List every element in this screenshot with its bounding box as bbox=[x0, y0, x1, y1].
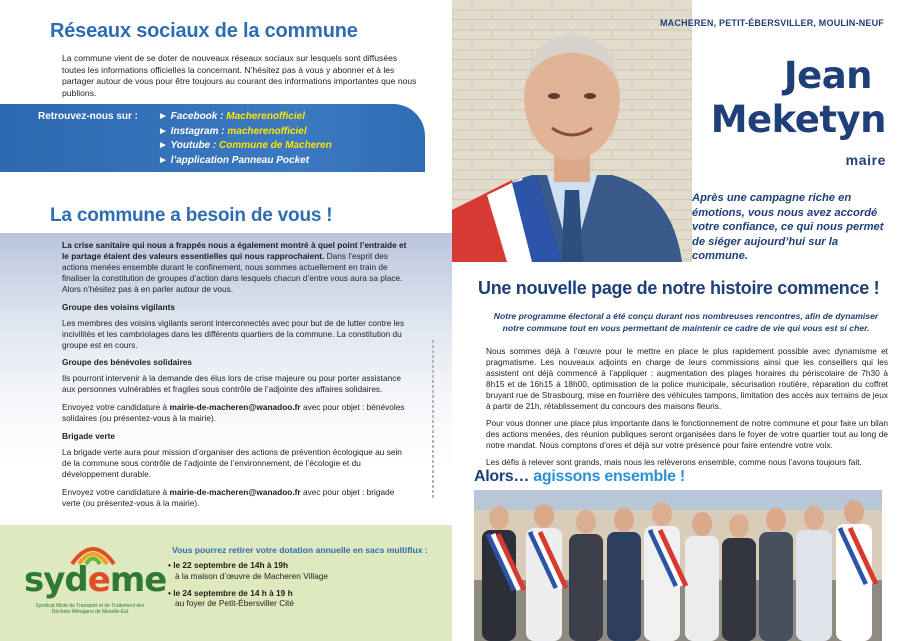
vigilant-neighbours-text: Les membres des voisins vigilants seront interconnectés avec pour but de de lutter contre les incivilités et les cambriolages dans les différents quartiers de la commune. La constitution du groupe est en cours. bbox=[62, 317, 405, 350]
vertical-print-credit bbox=[430, 340, 436, 500]
mayor-portrait-photo bbox=[452, 0, 692, 262]
mayor-role: maire bbox=[845, 152, 886, 168]
instagram-item: ► Instagram : macherenofficiel bbox=[158, 125, 307, 137]
mayor-quote: Après une campagne riche en émotions, vous nous avez accordé votre confiance, ce qui nous permet de siéger aujourd’hui sur la commune. bbox=[692, 192, 884, 263]
distribution-date-item: • le 22 septembre de 14h à 19h à la maison d’œuvre de Macheren Village bbox=[168, 560, 328, 581]
mairie-email-link[interactable]: mairie-de-macheren@wanadoo.fr bbox=[169, 486, 301, 497]
new-chapter-headline: Une nouvelle page de notre histoire commence ! bbox=[478, 278, 880, 298]
green-brigade-title: Brigade verte bbox=[62, 431, 116, 442]
find-us-label: Retrouvez-nous sur : bbox=[38, 111, 139, 122]
council-group-photo bbox=[474, 490, 882, 641]
community-needs-title: La commune a besoin de vous ! bbox=[50, 205, 333, 226]
solidarity-volunteers-text: Ils pourront intervenir à la demande des élus lors de crise majeure ou pour porter assistance aux personnes vulnérables et fragiles sous contrôle de l’adjointe des affaires solidaires. bbox=[62, 373, 401, 395]
vigilant-neighbours-title: Groupe des voisins vigilants bbox=[62, 301, 175, 312]
bag-distribution-title: Vous pourrez retirer votre dotation annuelle en sacs multiflux : bbox=[172, 545, 428, 555]
green-brigade-apply: Envoyez votre candidature à mairie-de-macheren@wanadoo.fr avec pour objet : brigade verte (ou présentez-vous à la mairie). bbox=[62, 486, 395, 508]
council-group-illustration bbox=[474, 490, 882, 641]
instagram-handle: macherenofficiel bbox=[227, 125, 307, 137]
distribution-date-item: • le 24 septembre de 14 h à 19 h au foyer de Petit-Ébersviller Cité bbox=[168, 587, 294, 609]
body-paragraph: Pour vous donner une place plus importante dans le fonctionnement de notre commune et pour faire un bilan des actions menées, des réunion publiques seront organisées dans le foyer de votre quartier tout au long de notre mandat. Nous comptons d’ores et déjà sur votre présence pour faire entendre votre voix. bbox=[486, 418, 888, 451]
sydeme-logo bbox=[24, 540, 167, 630]
towns-header: MACHEREN, PETIT-ÉBERSVILLER, MOULIN-NEUF bbox=[659, 18, 884, 28]
facebook-handle: Macherenofficiel bbox=[226, 111, 305, 122]
mayor-last-name: Meketyn bbox=[710, 98, 886, 141]
facebook-item: ► Facebook : Macherenofficiel bbox=[158, 111, 305, 122]
mayor-portrait-illustration bbox=[452, 0, 692, 262]
youtube-item: ► Youtube : Commune de Macheren bbox=[158, 140, 332, 151]
body-paragraph: Les défis à relever sont grands, mais nous les relèverons ensemble, comme nous l’avons toujours fait. bbox=[486, 457, 862, 468]
social-networks-intro: La commune vient de se doter de nouveaux réseaux sociaux sur lesquels sont diffusées toutes les informations officielles la concernant. N’hésitez pas à vous y abonner et à les partager autour de vous pour être toujours au courant des informations importantes que nous publions. bbox=[62, 53, 417, 98]
green-brigade-text: La brigade verte aura pour mission d’organiser des actions de prévention écologique au sein de la commune sous contrôle de l’adjointe de l’environnement, de l’écologie et du développement durable. bbox=[62, 447, 402, 479]
act-together-title: Alors… agissons ensemble ! bbox=[474, 468, 685, 485]
body-paragraph: Nous sommes déjà à l’œuvre pour le mettre en place le plus rapidement possible avec dynamisme et pragmatisme. Les nouveaux adjoints en charge de leurs commissions ainsi que les conseillers qui les assistent ont déjà commencé à l’appliquer : augmentation des plages horaires du périscolaire de 7h30 à 8h15 et de 16h15 à 18h00, optimisation de la police municipale, sécurisation routière, réparation du coffret bruyant rue de Strasbourg, mise en fourrière des véhicules tampons, limitation des accès aux terrains de jeux à partir de 21h, rétablissement du concours des maisons fleuris. bbox=[486, 346, 888, 412]
youtube-handle: Commune de Macheren bbox=[219, 140, 332, 151]
mayor-first-name: Jean bbox=[783, 54, 872, 97]
program-lede: Notre programme électoral a été conçu durant nos nombreuses rencontres, afin de dynamiser notre commune tout en vous permettant de maintenir ce cadre de vie qui vous est si cher. bbox=[493, 311, 879, 334]
panneau-pocket-item: ► l’application Panneau Pocket bbox=[158, 154, 310, 166]
solidarity-volunteers-apply: Envoyez votre candidature à mairie-de-macheren@wanadoo.fr avec pour objet : bénévoles solidaires (ou présentez-vous à la mairie). bbox=[62, 402, 405, 424]
sydeme-wordmark: sydeme bbox=[24, 560, 167, 600]
social-networks-list bbox=[158, 110, 332, 168]
mairie-email-link[interactable]: mairie-de-macheren@wanadoo.fr bbox=[169, 402, 301, 413]
bag-distribution-dates bbox=[168, 560, 328, 615]
community-needs-body bbox=[62, 240, 412, 516]
mayor-message-body bbox=[486, 346, 888, 474]
solidarity-volunteers-title: Groupe des bénévoles solidaires bbox=[62, 357, 193, 368]
social-networks-title: Réseaux sociaux de la commune bbox=[50, 20, 358, 42]
right-page bbox=[452, 0, 900, 641]
sydeme-tagline: Syndicat Mixte de Transport et de Traitement des Déchets Ménagers de Moselle-Est bbox=[35, 603, 145, 615]
community-needs-intro: La crise sanitaire qui nous a frappés nous a également montré à quel point l’entraide et le partage étaient des valeurs essentielles qui nous rapprochaient. Dans l’esprit des actions menées ensemble durant le confinement, nous sommes actuellement en train de finaliser la constitution de groupes d’action dans lesquels chacun d’entre vous aura sa place. Alors n’hésitez pas à en parler autour de vous. bbox=[62, 240, 407, 294]
